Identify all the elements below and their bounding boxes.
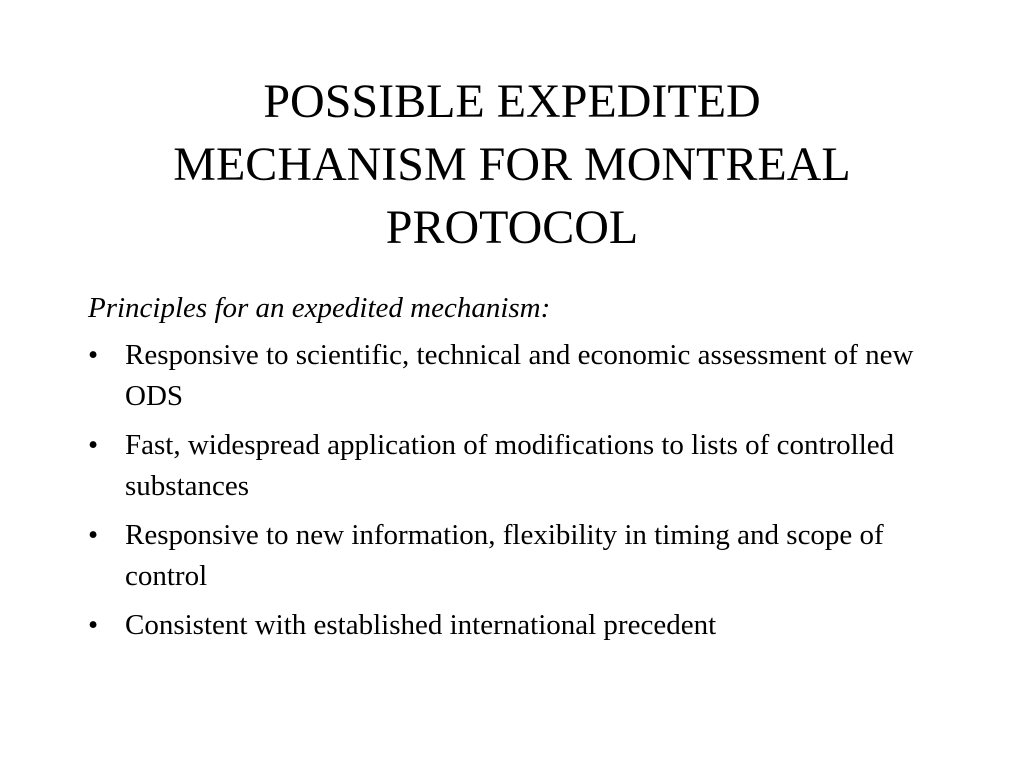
bullet-icon: • — [88, 609, 99, 641]
title-line-1: POSSIBLE EXPEDITED — [263, 75, 761, 128]
bullet-text: Consistent with established international precedent — [125, 609, 717, 641]
bullet-item-1 — [88, 335, 918, 417]
slide-title — [100, 70, 924, 259]
slide-body — [88, 288, 918, 654]
bullet-icon: • — [88, 519, 99, 551]
title-line-3: PROTOCOL — [385, 201, 639, 254]
bullet-text: Responsive to scientific, technical and economic assessment of new ODS — [125, 339, 914, 412]
bullet-text: Responsive to new information, flexibility in timing and scope of control — [125, 519, 884, 592]
bullet-list — [88, 335, 918, 646]
bullet-item-2 — [88, 425, 918, 507]
bullet-item-3 — [88, 515, 918, 597]
bullet-text: Fast, widespread application of modifications to lists of controlled substances — [125, 429, 895, 502]
bullet-icon: • — [88, 429, 99, 461]
bullet-item-4 — [88, 605, 918, 646]
title-line-2: MECHANISM FOR MONTREAL — [173, 138, 851, 191]
bullet-icon: • — [88, 339, 99, 371]
intro-text: Principles for an expedited mechanism: — [88, 292, 551, 324]
